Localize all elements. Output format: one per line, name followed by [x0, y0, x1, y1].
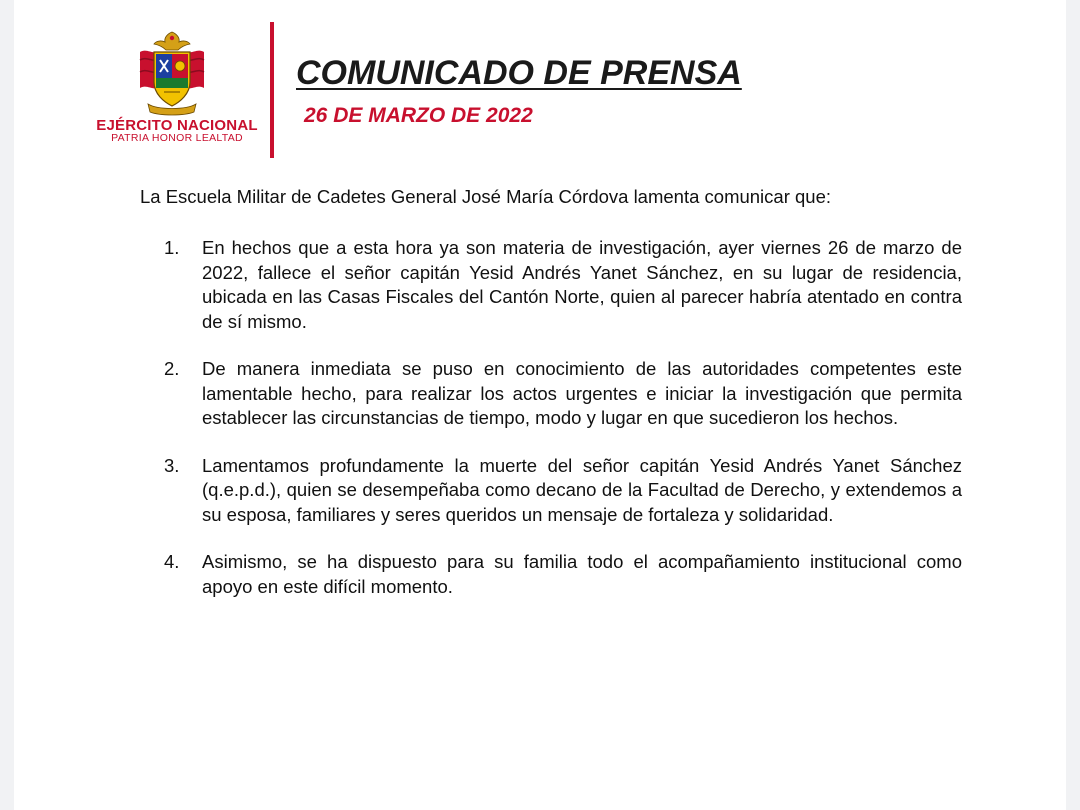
- list-item: [164, 357, 962, 431]
- document-date: 26 DE MARZO DE 2022: [304, 104, 533, 127]
- organization-name: EJÉRCITO NACIONAL: [96, 117, 258, 134]
- organization-motto: PATRIA HONOR LEALTAD: [111, 132, 243, 144]
- list-item: [164, 454, 962, 528]
- list-item-number: 4.: [164, 551, 180, 572]
- document-title: COMUNICADO DE PRENSA: [296, 54, 742, 92]
- list-item-number: 2.: [164, 358, 180, 379]
- numbered-list: [164, 236, 962, 622]
- list-item-number: 3.: [164, 454, 180, 476]
- list-item-text: Asimismo, se ha dispuesto para su familia todo el acompañamiento institucional como apoyo en este difícil momento.: [202, 551, 962, 597]
- header-divider: [270, 22, 274, 158]
- intro-paragraph: La Escuela Militar de Cadetes General José María Córdova lamenta comunicar que:: [140, 186, 832, 207]
- list-item-text: Lamentamos profundamente la muerte del señor capitán Yesid Andrés Yanet Sánchez (q.e.p.d.), quien se desempeñaba como decano de la Facultad de Derecho, y extendemos a su esposa, familiares y seres queridos un mensaje de fortaleza y solidaridad.: [202, 454, 962, 525]
- list-item: [164, 550, 962, 599]
- list-item-text: De manera inmediata se puso en conocimiento de las autoridades competentes este lamentable hecho, para realizar los actos urgentes e iniciar la investigación que permita establecer las circunstancias de tiempo, modo y lugar en que sucedieron los hechos.: [202, 358, 962, 428]
- list-item-text: En hechos que a esta hora ya son materia de investigación, ayer viernes 26 de marzo de 2022, fallece el señor capitán Yesid Andrés Yanet Sánchez, en su lugar de residencia, ubicada en las Casas Fiscales del Cantón Norte, quien al parecer habría atentado en contra de sí mismo.: [202, 237, 962, 332]
- institution-logo: [82, 30, 272, 150]
- list-item-number: 1.: [164, 237, 180, 258]
- document-page: [14, 0, 1066, 810]
- list-item: [164, 236, 962, 334]
- coat-of-arms-icon: [134, 30, 210, 116]
